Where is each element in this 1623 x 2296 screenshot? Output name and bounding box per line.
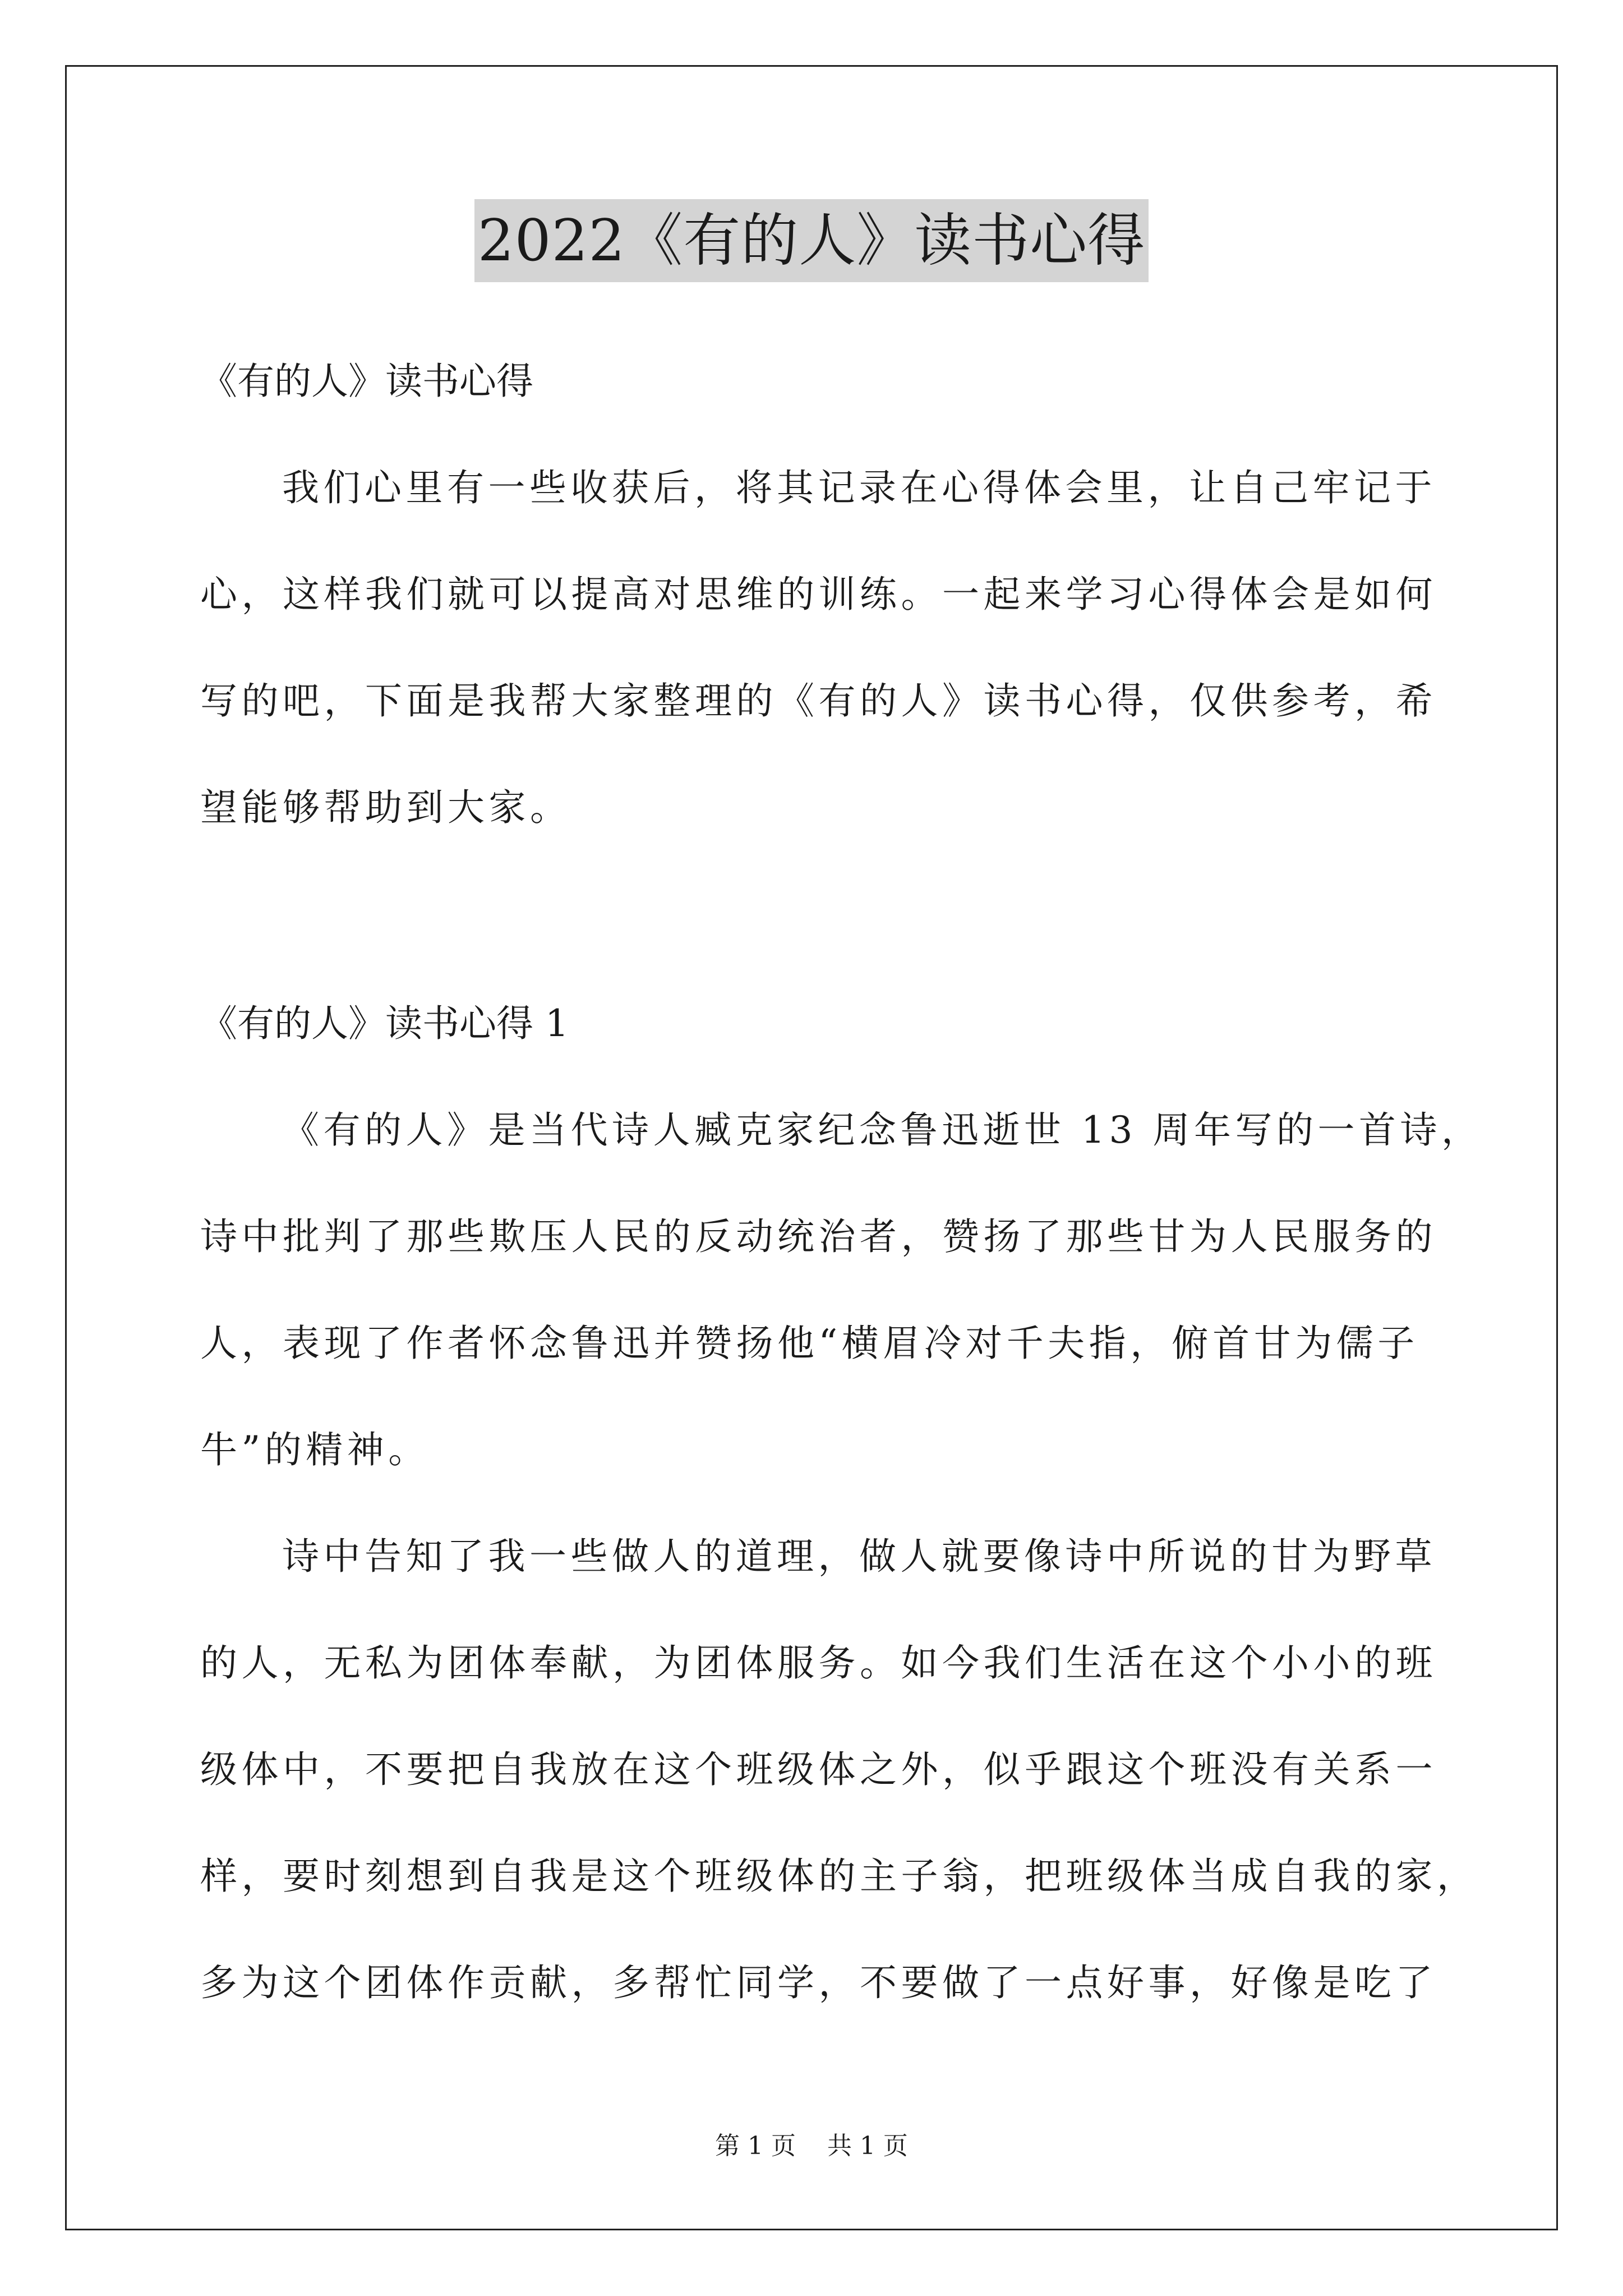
section1-para2-line: 的人，无私为团体奉献，为团体服务。如今我们生活在这个小小的班 — [200, 1641, 1437, 1685]
intro-heading: 《有的人》读书心得 — [200, 360, 533, 403]
section1-para1-line: 牛”的精神。 — [200, 1428, 430, 1471]
section1-para1-line: 人，表现了作者怀念鲁迅并赞扬他“横眉冷对千夫指，俯首甘为儒子 — [200, 1322, 1419, 1365]
section1-para2-line: 级体中，不要把自我放在这个班级体之外，似乎跟这个班没有关系一 — [200, 1748, 1437, 1791]
section1-para1-line: 《有的人》是当代诗人臧克家纪念鲁迅逝世 13 周年写的一首诗， — [282, 1108, 1483, 1152]
intro-line: 望能够帮助到大家。 — [200, 786, 571, 829]
intro-line: 我们心里有一些收获后，将其记录在心得体会里，让自己牢记于 — [282, 466, 1436, 509]
intro-line: 写的吧，下面是我帮大家整理的《有的人》读书心得，仅供参考，希 — [200, 679, 1437, 723]
title-container — [0, 199, 1623, 282]
section1-para2-line: 样，要时刻想到自我是这个班级体的主子翁，把班级体当成自我的家， — [200, 1855, 1478, 1898]
intro-line: 心，这样我们就可以提高对思维的训练。一起来学习心得体会是如何 — [200, 573, 1437, 616]
document-title: 2022《有的人》读书心得 — [474, 199, 1149, 282]
section1-para1-line: 诗中批判了那些欺压人民的反动统治者，赞扬了那些甘为人民服务的 — [200, 1215, 1437, 1258]
page-footer: 第 1 页 共 1 页 — [715, 2132, 908, 2160]
section1-heading: 《有的人》读书心得 1 — [200, 1002, 569, 1045]
section1-para2-line: 诗中告知了我一些做人的道理，做人就要像诗中所说的甘为野草 — [282, 1535, 1436, 1578]
section1-para2-line: 多为这个团体作贡献，多帮忙同学，不要做了一点好事，好像是吃了 — [200, 1961, 1437, 2004]
